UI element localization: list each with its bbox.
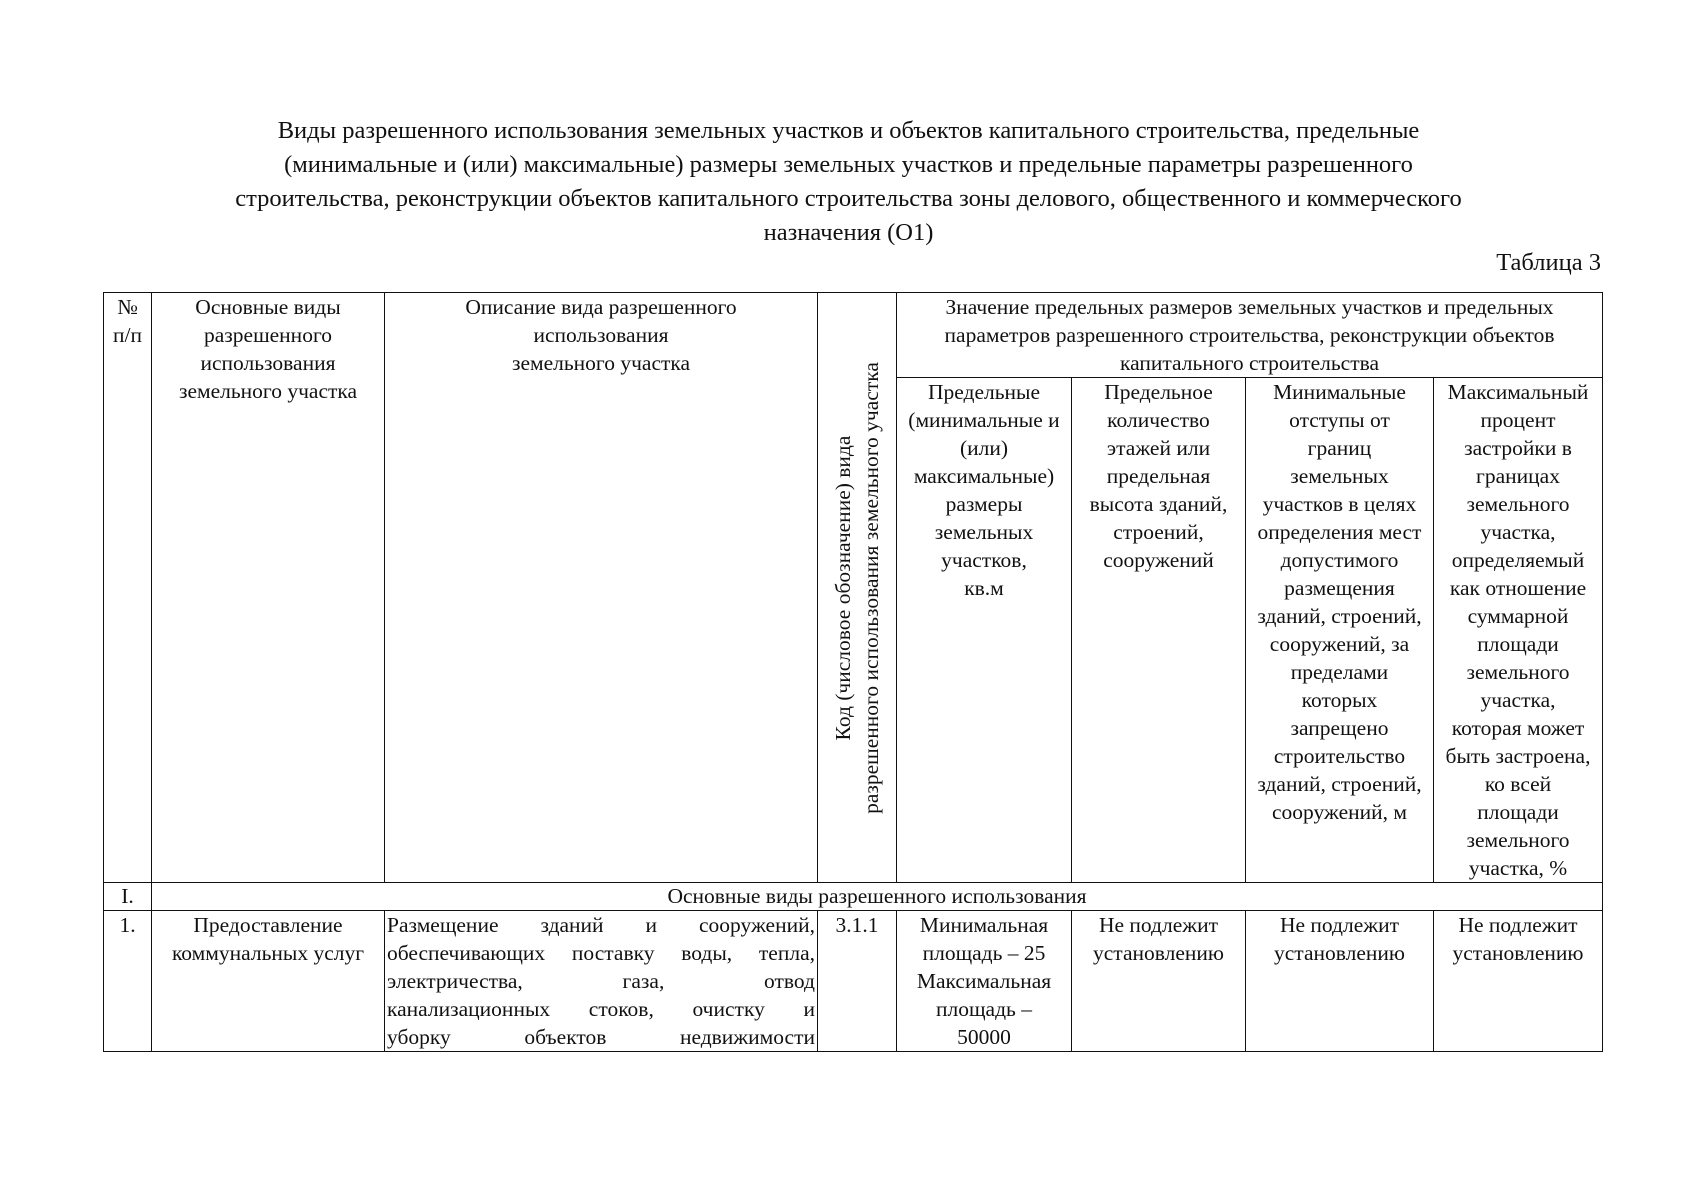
table-label: Таблица 3 [1496, 249, 1601, 276]
section-title: Основные виды разрешенного использования [152, 883, 1603, 911]
row-sizes: Минимальная площадь – 25 Максимальная площадь – 50000 [897, 911, 1072, 1052]
row-code: 3.1.1 [818, 911, 897, 1052]
header-limit-floors: Предельное количество этажей или предельная высота зданий, строений, сооружений [1072, 378, 1246, 883]
header-max-percent: Максимальный процент застройки в границах земельного участка, определяемый как отношение суммарной площади земельного участка, которая может быть застроена, ко всей площади земельного участка, % [1434, 378, 1603, 883]
title-line: (минимальные и (или) максимальные) размеры земельных участков и предельные параметры разрешенного [284, 151, 1413, 178]
header-code-rotated-text: Код (числовое обозначение) вида разрешенного использования земельного участка [831, 361, 883, 814]
title-line: назначения (О1) [763, 219, 934, 246]
header-limit-sizes: Предельные (минимальные и (или) максимальные) размеры земельных участков, кв.м [897, 378, 1072, 883]
title-line: строительства, реконструкции объектов капитального строительства зоны делового, общественного и коммерческого [235, 185, 1462, 212]
header-code [818, 293, 897, 883]
header-num: № п/п [104, 293, 152, 883]
header-min-setbacks: Минимальные отступы от границ земельных участков в целях определения мест допустимого размещения зданий, строений, сооружений, за пределами которых запрещено строительство зданий, строений, сооружений, м [1246, 378, 1434, 883]
table-row [104, 911, 1603, 1052]
section-row [104, 883, 1603, 911]
row-type: Предоставление коммунальных услуг [152, 911, 385, 1052]
row-setbacks: Не подлежит установлению [1246, 911, 1434, 1052]
document-title [120, 114, 1577, 250]
land-use-table [103, 292, 1603, 1052]
title-line: Виды разрешенного использования земельных участков и объектов капитального строительства, предельные [277, 117, 1420, 144]
row-num: 1. [104, 911, 152, 1052]
section-num: I. [104, 883, 152, 911]
row-percent: Не подлежит установлению [1434, 911, 1603, 1052]
row-description: Размещение зданий и сооружений, обеспечивающих поставку воды, тепла, электричества, газа, отвод канализационных стоков, очистку и уборку объектов недвижимости [385, 911, 818, 1052]
header-limits-group: Значение предельных размеров земельных участков и предельных параметров разрешенного строительства, реконструкции объектов капитального строительства [897, 293, 1603, 378]
header-main-types: Основные виды разрешенного использования земельного участка [152, 293, 385, 883]
header-description: Описание вида разрешенного использования земельного участка [385, 293, 818, 883]
row-floors: Не подлежит установлению [1072, 911, 1246, 1052]
header-row [104, 293, 1603, 378]
